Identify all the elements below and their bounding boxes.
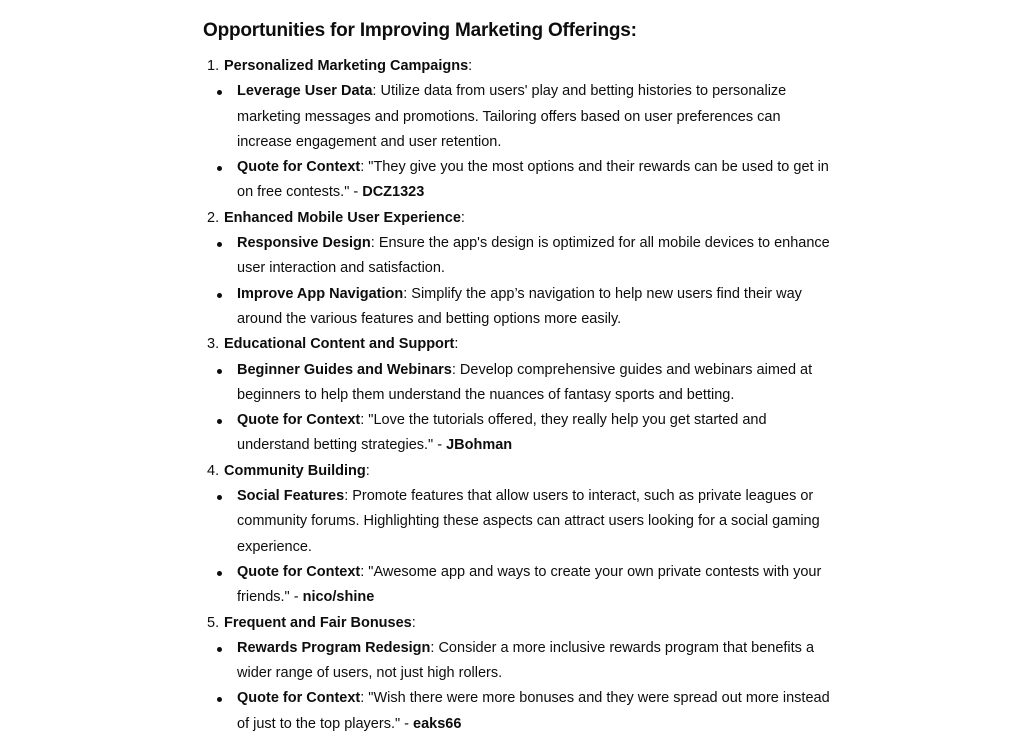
opportunity-item: 5. Frequent and Fair Bonuses: Rewards Program Redesign: Consider a more inclusive rewards program that benefits a wider range of users, not just high rollers. Quote for Context: "Wish there were more bonuses and they were spread out more instead of just to the top players." - eaks66 (203, 611, 843, 737)
bullet-icon (217, 369, 222, 374)
response-content (203, 17, 843, 737)
detail-text: : Develop comprehensive guides and webinars aimed at beginners to help them understand the nuances of fantasy sports and betting. (237, 361, 813, 403)
detail-text: : Simplify the app’s navigation to help new users find their way around the various features and betting options more easily. (237, 285, 802, 327)
opportunity-item: 4. Community Building: Social Features: Promote features that allow users to interact, such as private leagues or community forums. Highlighting these aspects can attract users looking for a social gaming experience. Quote for Context: "Awesome app and ways to create your own private contests with your friends." - nico/shine (203, 459, 843, 611)
item-number: 4. (207, 462, 220, 479)
detail-item (224, 560, 830, 611)
detail-text: : Utilize data from users' play and betting histories to personalize marketing messages and promotions. Tailoring offers based on user preferences can increase engagement and user retention. (237, 83, 787, 150)
detail-label: Quote for Context (237, 563, 361, 580)
item-number: 3. (207, 336, 220, 353)
item-number: 1. (207, 58, 220, 74)
quote-author: JBohman (446, 437, 513, 454)
detail-label: Rewards Program Redesign (237, 639, 431, 656)
item-title: Personalized Marketing Campaigns (224, 58, 469, 74)
item-title: Educational Content and Support (224, 336, 455, 353)
detail-item (224, 155, 830, 206)
bullet-icon (217, 647, 222, 652)
detail-item (224, 282, 830, 333)
opportunity-item: 1. Personalized Marketing Campaigns: Leverage User Data: Utilize data from users' play and betting histories to personalize marketing messages and promotions. Tailoring offers based on user preferences can increase engagement and user retention. Quote for Context: "They give you the most options and their rewards can be used to get in on free contests." - DCZ1323 (203, 54, 843, 206)
detail-text: : "Awesome app and ways to create your own private contests with your friends." - (237, 563, 822, 606)
detail-text: : "Love the tutorials offered, they really help you get started and understand betting strategies." - (237, 412, 767, 454)
detail-text: : "They give you the most options and their rewards can be used to get in on free contests." - (237, 159, 829, 201)
bullet-icon (217, 242, 222, 247)
detail-item (224, 686, 830, 737)
detail-label: Improve App Navigation (237, 285, 404, 302)
detail-list (224, 231, 843, 332)
quote-author: DCZ1323 (362, 184, 425, 201)
opportunity-item: 3. Educational Content and Support: Beginner Guides and Webinars: Develop comprehensive guides and webinars aimed at beginners to help them understand the nuances of fantasy sports and betting. Quote for Context: "Love the tutorials offered, they really help you get started and understand betting strategies." - JBohman (203, 332, 843, 458)
detail-text: : Consider a more inclusive rewards program that benefits a wider range of users, not just high rollers. (237, 639, 815, 682)
detail-label: Quote for Context (237, 412, 361, 429)
detail-text: : "Wish there were more bonuses and they were spread out more instead of just to the top players." - (237, 690, 830, 732)
detail-item (224, 358, 830, 409)
detail-label: Responsive Design (237, 235, 371, 252)
bullet-icon (217, 697, 222, 702)
detail-list (224, 636, 843, 737)
item-number: 5. (207, 614, 220, 631)
bullet-icon (217, 571, 222, 576)
detail-item (224, 408, 830, 459)
bullet-icon (217, 166, 222, 171)
detail-text: : Promote features that allow users to interact, such as private leagues or community forums. Highlighting these aspects can attract users looking for a social gaming experience. (237, 488, 820, 555)
bullet-icon (217, 419, 222, 424)
item-title: Community Building (224, 462, 366, 479)
detail-label: Leverage User Data (237, 83, 373, 100)
bullet-icon (217, 90, 222, 95)
detail-label: Quote for Context (237, 159, 361, 176)
detail-label: Beginner Guides and Webinars (237, 361, 452, 378)
detail-list (224, 79, 843, 205)
opportunity-item: 2. Enhanced Mobile User Experience: Responsive Design: Ensure the app's design is optimized for all mobile devices to enhance user interaction and satisfaction. Improve App Navigation: Simplify the app’s navigation to help new users find their way around the various features and betting options more easily. (203, 206, 843, 332)
detail-list (224, 358, 843, 459)
detail-list (224, 484, 843, 610)
section-heading: Opportunities for Improving Marketing Offerings: (203, 20, 637, 41)
detail-label: Quote for Context (237, 690, 361, 707)
quote-author: eaks66 (413, 715, 462, 732)
item-title: Enhanced Mobile User Experience (224, 209, 461, 226)
bullet-icon (217, 495, 222, 500)
detail-item (224, 79, 830, 155)
detail-label: Social Features (237, 488, 345, 505)
quote-author: nico/shine (302, 589, 375, 606)
detail-text: : Ensure the app's design is optimized for all mobile devices to enhance user interaction and satisfaction. (237, 235, 830, 277)
detail-item (224, 484, 830, 560)
item-number: 2. (207, 209, 220, 226)
opportunity-list (203, 54, 843, 737)
bullet-icon (217, 293, 222, 298)
detail-item (224, 231, 830, 282)
item-title: Frequent and Fair Bonuses (224, 614, 412, 631)
detail-item (224, 636, 830, 687)
